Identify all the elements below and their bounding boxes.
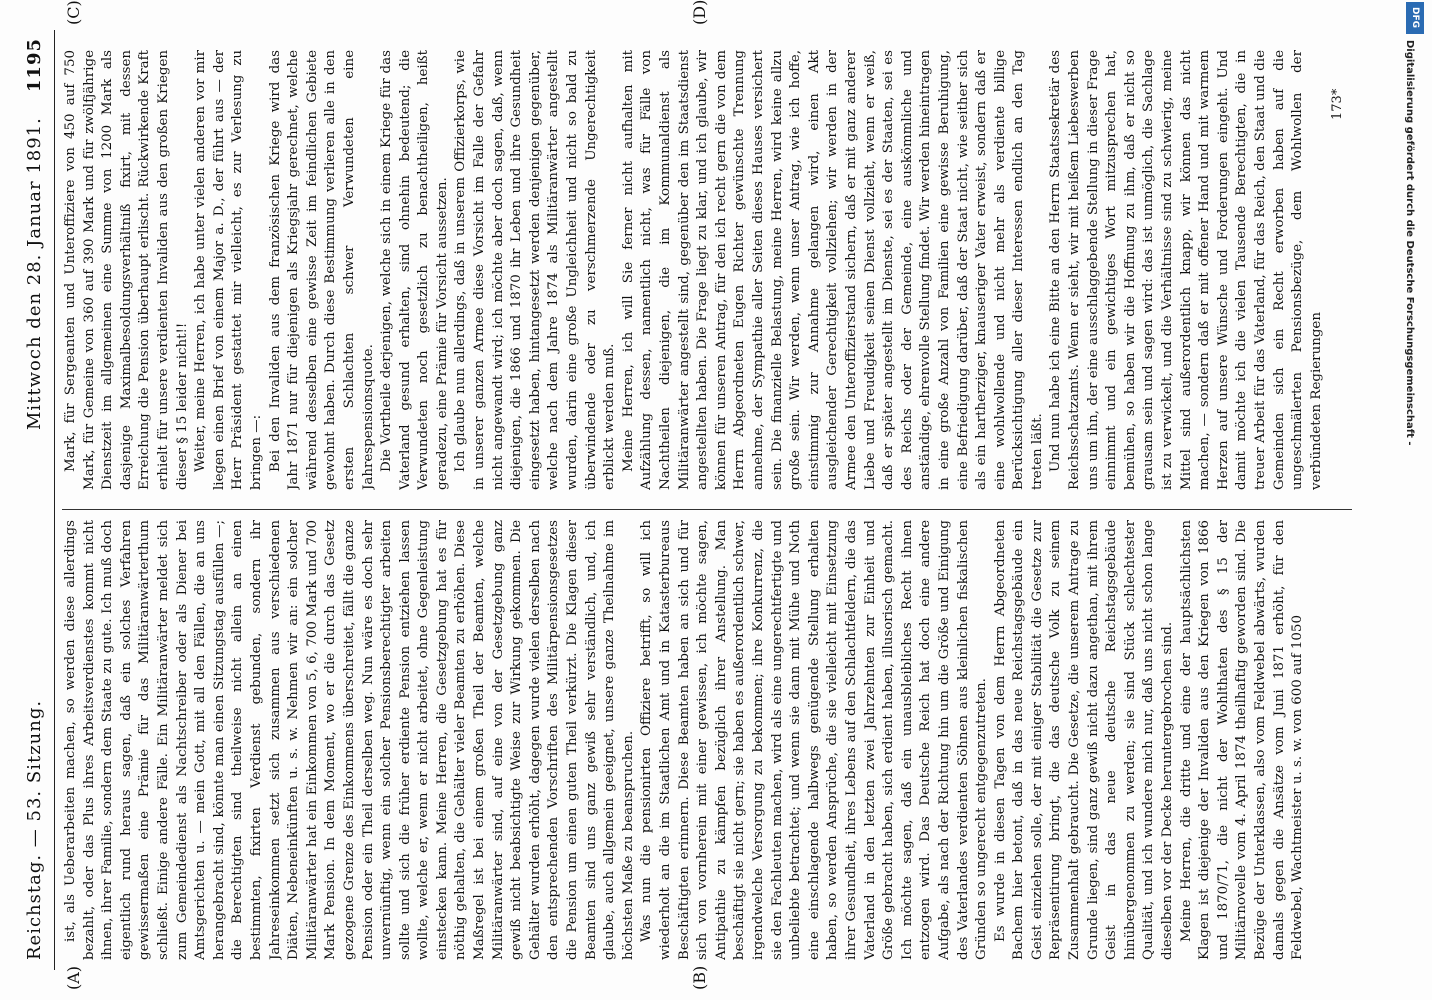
paragraph: Ich glaube nun allerdings, daß in unserem Offizierkorps, wie in unserer ganzen Armee diese Vorsicht im Falle der Gefahr nicht angewandt wird; ich möchte aber doch sagen, daß, wenn diejenigen, die 1866 und 1870 ihr Leben und ihre Gesundheit eingesetzt haben, hintangesetzt werden denjenigen gegenüber, welche nach dem Jahre 1874 als Militäranwärter angestellt wurden, darin eine große Ungleichheit und nicht so bald zu überwindende oder zu verschmerzende Ungerechtigkeit erblickt werden muß. [453, 50, 618, 490]
paragraph: Und nun habe ich eine Bitte an den Herrn Staatssekretär des Reichsschatzamts. Wenn er sieht, wir mit heißem Liebeswerben uns um ihn, der eine ausschlaggebende Stellung in dieser Frage einnimmt und ein gewichtiges Wort mitzusprechen hat, bemühen, so haben wir die Hoffnung zu ihm, daß er nicht so grausam sein und sagen wird: das ist unmöglich, die Sachlage ist zu verwickelt, und die Verhältnisse sind zu schwierig, meine Mittel sind außerordentlich knapp, wir können das nicht machen, — sondern daß er mit offener Hand und mit warmem Herzen auf unsere Wünsche und Forderungen eingeht. Und damit möchte ich die vielen Tausende Berechtigten, die in treuer Arbeit für das Vaterland, für das Reich, den Staat und die Gemeinden sich ein Recht erworben haben auf die ungeschmälerten Pensionsbezüge, dem Wohlwollen der verbündeten Regierungen [1048, 50, 1324, 490]
paragraph: Mark, für Sergeanten und Unteroffiziere von 450 auf 750 Mark, für Gemeine von 360 auf 390 Mark und für zwölfjährige Dienstzeit im allgemeinen eine Summe von 1200 Mark als dasjenige Maximalbesoldungsverhältniß fixirt, mit dessen Erreichung die Pension überhaupt erlischt. Rückwirkende Kraft erhielt für unsere verdienten Invaliden aus den großen Kriegen dieser § 15 leider nicht!! [63, 50, 190, 490]
paragraph: Bei den Invaliden aus dem französischen Kriege wird das Jahr 1871 nur für diejenigen als Kriegsjahr gerechnet, welche während desselben eine gewisse Zeit im feindlichen Gebiete gewohnt haben. Durch diese Bestimmung verlieren alle in den ersten Schlachten schwer Verwundeten eine Jahrespensionsquote. [267, 50, 376, 490]
margin-marker-a: (A) [64, 965, 83, 990]
margin-marker-d: (D) [690, 0, 709, 25]
paragraph: Was nun die pensionirten Offiziere betrifft, so will ich wiederholt an die im Staatlichen Amt und in Katasterbureaus Beschäftigten erinnern. Diese Beamten haben an sich und für sich von vornherein mit einer gewissen, ich möchte sagen, Antipathie zu kämpfen bezüglich ihrer Anstellung. Man beschäftigt sie nicht gern; sie haben es außerordentlich schwer, irgendwelche Versorgung zu bekommen; ihre Konkurrenz, die sie den Fachleuten machen, wird als eine ungerechtfertigte und unbeliebte betrachtet; und wenn sie dann mit Mühe und Noth eine einschlagende halbwegs genügende Stellung erhalten haben, so werden Ansprüche, die sie vielleicht mit Einsetzung ihrer Gesundheit, ihres Lebens auf den Schlachtfeldern, die das Vaterland in den letzten zwei Jahrzehnten zur Einheit und Größe gebracht haben, sich erdient haben, illusorisch gemacht. Ich möchte sagen, daß ein unausbleibliches Recht ihnen entzogen wird. Das Deutsche Reich hat doch eine andere Aufgabe, als nach der Richtung hin um die Größe und Einigung des Vaterlandes verdienten Söhnen aus kleinlichen fiskalischen Gründen so ungerecht entgegenzutreten. [639, 520, 990, 960]
column-divider [62, 509, 1352, 510]
left-text-column [62, 520, 1352, 960]
signature-mark: 173* [1330, 88, 1345, 120]
paragraph: Meine Herren, ich will Sie ferner nicht aufhalten mit Aufzählung dessen, namentlich nicht, was für Fälle von Nachtheilen diejenigen, die im Kommunaldienst als Militäranwärter angestellt sind, gegenüber den im Staatsdienst angestellten haben. Die Frage liegt zu klar, und ich glaube, wir können für unseren Antrag, für den ich recht gern die von dem Herrn Abgeordneten Eugen Richter gewünschte Trennung annehme, der Sympathie aller Seiten dieses Hauses versichert sein. Die finanzielle Belastung, meine Herren, wird keine allzu große sein. Wir werden, wenn unser Antrag, wie ich hoffe, einstimmig zur Annahme gelangen wird, einen Akt ausgleichender Gerechtigkeit vollziehen; wir werden in der Armee den Unteroffizierstand sichern, daß er mit ganz anderer Liebe und Freudigkeit seinen Dienst vollzieht, wenn er weiß, daß er später angestellt im Dienste, sei es der Staaten, sei es des Reichs oder der Gemeinde, eine auskömmliche und anständige, ehrenvolle Stellung findet. Wir werden hineintragen in eine große Anzahl von Familien eine gewisse Beruhigung, eine Befriedigung darüber, daß der Staat nicht, wie seither sich als ein hartherziger, knauseriger Vater erweist, sondern daß er eine wohlwollende und nicht mehr als verdiente billige Berücksichtigung aller dieser Interessen endlich an den Tag treten läßt. [620, 50, 1045, 490]
header-session: Reichstag. — 53. Sitzung. [24, 699, 45, 960]
paragraph: Es wurde in diesen Tagen von dem Herrn Abgeordneten Bachem hier betont, daß in das neue Reichstagsgebäude ein Geist einziehen solle, der mit einiger Stabilität die Gesetze zur Repräsentirung bringt, die das deutsche Volk zu seinem Zusammenhalt gebraucht. Die Gesetze, die unserem Antrage zu Grunde liegen, sind ganz gewiß nicht dazu angethan, mit ihrem Geist in das neue deutsche Reichstagsgebäude hinübergenommen zu werden; sie sind Stück schlechtester Qualität, und ich wundere mich nur, daß uns nicht schon lange dieselben vor der Decke heruntergebrochen sind. [992, 520, 1176, 960]
paragraph: Weiter, meine Herren, ich habe unter vielen anderen vor mir liegen einen Brief von einem Major a. D., der führt aus — der Herr Präsident gestattet mir vielleicht, es zur Verlesung zu bringen —: [193, 50, 264, 490]
paragraph: Die Vortheile derjenigen, welche sich in einem Kriege für das Vaterland gesund erhalten, sind ohnehin bedeutend; die Verwundeten noch gesetzlich zu benachtheiligen, heißt geradezu, eine Prämie für Vorsicht aussetzen. [379, 50, 450, 490]
dfg-watermark-text: Digitalisierung gefördert durch die Deutsche Forschungsgemeinschaft - [1404, 40, 1415, 446]
dfg-watermark [1400, 0, 1430, 1000]
right-text-column [62, 50, 1352, 490]
page-header [20, 30, 55, 970]
paragraph: Meine Herren, die dritte und eine der hauptsächlichsten Klagen ist diejenige der Invaliden aus den Kriegen von 1866 und 1870/71, die nicht der Wohlthaten des § 15 der Militärnovelle vom 4. April 1874 theilhaftig geworden sind. Die Bezüge der Unterklassen, also vom Feldwebel abwärts, wurden damals gegen die Ansätze vom Juni 1871 erhöht, für den Feldwebel, Wachtmeister u. s. w. von 600 auf 1050 [1178, 520, 1306, 960]
header-date: Mittwoch den 28. Januar 1891. [24, 117, 45, 430]
margin-marker-c: (C) [64, 0, 83, 25]
dfg-logo-icon: DFG [1406, 2, 1424, 34]
header-page-number: 1195 [24, 38, 45, 93]
margin-marker-b: (B) [690, 965, 709, 990]
paragraph: ist, als Ueberarbeiten machen, so werden diese allerdings bezahlt, oder das Plus ihres Arbeitsverdienstes kommt nicht ihnen, ihrer Familie, sondern dem Staate zu gute. Ich muß doch eigentlich rund heraus sagen, daß ein solches Verfahren gewissermaßen eine Prämie für das Militäranwärterthum schließt. Einige andere Fälle. Ein Militäranwärter meldet sich zum Gemeindedienst als Nachtschreiber oder als Diener bei Amtsgerichten u. — mein Gott, mit all den Fällen, die an uns herangebracht sind, könnte man einen Sitzungstag ausfüllen —; die Berechtigten sind theilweise nicht allein an einen bestimmten, fixirten Verdienst gebunden, sondern ihr Jahreseinkommen setzt sich zusammen aus verschiedenen Diäten, Nebeneinkünften u. s. w. Nehmen wir an: ein solcher Militäranwärter hat ein Einkommen von 5, 6, 700 Mark und 700 Mark Pension. In dem Moment, wo er die durch das Gesetz gezogene Grenze des Einkommens überschreitet, fällt die ganze Pension oder ein Theil derselben weg. Nun wäre es doch sehr unvernünftig, wenn ein solcher Pensionsberechtigter arbeiten sollte und sich die früher erdiente Pension entziehen lassen wollte, welche er, wenn er nicht arbeitet, ohne Gegenleistung einstecken kann. Meine Herren, die Gesetzgebung hat es für nöthig gehalten, die Gehälter vieler Beamten zu erhöhen. Diese Maßregel ist bei einem großen Theil der Beamten, welche Militäranwärter sind, auf eine von der Gesetzgebung ganz gewiß nicht beabsichtigte Weise zur Wirkung gekommen. Die Gehälter wurden erhöht, dagegen wurde vielen derselben nach den entsprechenden Vorschriften des Militärpensionsgesetzes die Pension um einen guten Theil verkürzt. Die Klagen dieser Beamten sind uns ganz gewiß sehr verständlich, und, ich glaube, auch allgemein geeignet, unsere ganze Theilnahme im höchsten Maße zu beanspruchen. [63, 520, 636, 960]
